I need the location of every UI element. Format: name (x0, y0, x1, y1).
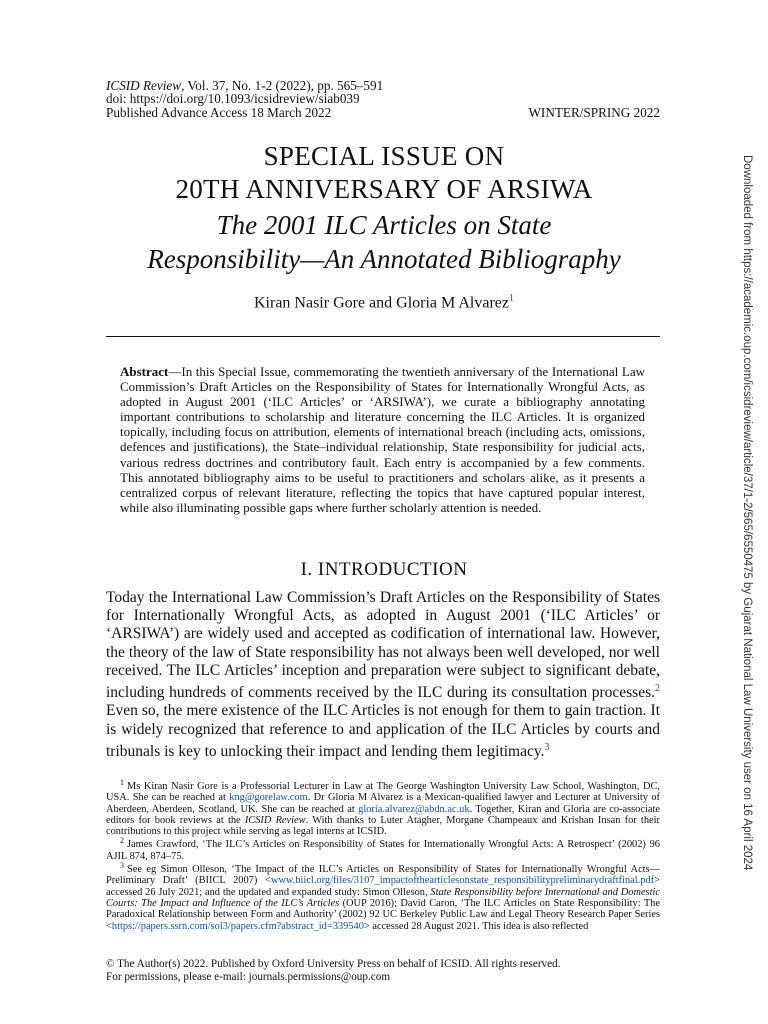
author-line (60, 289, 708, 313)
footnote-3-text-c: (OUP 2016); David Caron, ‘The ILC Articles on State Responsibility: The Paradoxical Relationship between Form and Authority’ (2002) 92 UC Berkeley Public Law and Legal Theory Research Paper Series < (106, 897, 660, 932)
body-text-2: Even so, the mere existence of the ILC Articles is not enough for them to gain traction. It is widely recognized that reference to and application of the ILC Articles by courts and tribunals is key to unlocking their impact and lending them legitimacy. (106, 702, 660, 760)
footnote-3-text-a: See eg Simon Olleson, ‘The Impact of the ILC’s Articles on Responsibility of States for Internationally Wrongful Acts—Preliminary Draft’ (BIICL 2007) < (106, 864, 660, 887)
author-names: Kiran Nasir Gore and Gloria M Alvarez (253, 294, 510, 312)
abstract (120, 364, 645, 515)
download-watermark (741, 155, 754, 895)
biicl-link[interactable]: www.biicl.org/files/3107_impactofthearticlesonstate_responsibilitypreliminarydraftfinal.pdf (270, 875, 655, 887)
doi-line[interactable]: doi: https://doi.org/10.1093/icsidreview/siab039 (106, 91, 360, 107)
download-watermark-text: Downloaded from https://academic.oup.com/icsidreview/article/37/1-2/565/6550475 by Gujarat National Law University user on 16 April 2024 (741, 155, 753, 871)
permissions-line: For permissions, please e-mail: journals.permissions@oup.com (106, 971, 391, 983)
footnote-1-journal: ICSID Review (244, 814, 306, 826)
footnote-1-text-d: . With thanks to Luter Atagher, Morgane Champeaux and Krishan Insan for their contributions to this project while serving as legal interns at ICSID. (106, 814, 660, 838)
footnote-1 (106, 777, 660, 838)
email-link-gloria[interactable]: gloria.alvarez@abdn.ac.uk (358, 803, 470, 815)
footnote-3-number: 3 (120, 860, 124, 870)
title-divider (106, 336, 660, 337)
citation-line (106, 79, 660, 92)
title-line-2: 20TH ANNIVERSARY OF ARSIWA (175, 174, 593, 204)
citation-details: , Vol. 37, No. 1-2 (2022), pp. 565–591 (181, 78, 384, 93)
copyright-notice (106, 958, 660, 984)
footnote-3-text-b: > accessed 26 July 2021; and the updated and expanded study: Simon Olleson, (106, 875, 660, 898)
footnote-1-number: 1 (120, 777, 124, 787)
issue-season: WINTER/SPRING 2022 (528, 104, 660, 120)
journal-header (106, 79, 660, 119)
abstract-label: Abstract (120, 364, 169, 379)
footnote-1-text-a: Ms Kiran Nasir Gore is a Professorial Lecturer in Law at The George Washington University Law School, Washington, DC, USA. She can be reached at (106, 781, 660, 804)
footnote-1-text-c: . Together, Kiran and Gloria are co-associate editors for book reviews at the (106, 803, 660, 826)
copyright-line: © The Author(s) 2022. Published by Oxford University Press on behalf of ICSID. All rights reserved. (106, 958, 561, 970)
abstract-text: —In this Special Issue, commemorating the twentieth anniversary of the International Law Commission’s Draft Articles on the Responsibility of States for Internationally Wrongful Acts, as adopted in August 2001 (‘ILC Articles’ or ‘ARSIWA’), we curate a bibliography annotating important contributions to scholarship and literature concerning the ILC Articles. It is organized topically, including focus on attribution, elements of international breach (including acts, omissions, defences and justifications), the State–individual relationship, State responsibility for judicial acts, various redress doctrines and contributory fault. Each entry is accompanied by a few comments. This annotated bibliography aims to be useful to practitioners and scholars alike, as it presents a centralized corpus of relevant literature, reflecting the topics that have captured popular interest, while also illuminating possible gaps where further scholarly attention is needed. (120, 364, 645, 515)
footnote-3-text-d: > accessed 28 August 2021. This idea is also reflected (363, 920, 589, 932)
advance-access-line: Published Advance Access 18 March 2022 (106, 104, 332, 120)
footnote-ref-2[interactable]: 2 (655, 683, 660, 695)
title-line-1: SPECIAL ISSUE ON (263, 141, 505, 171)
ssrn-link[interactable]: https://papers.ssrn.com/sol3/papers.cfm?abstract_id=339540 (111, 920, 364, 932)
footnote-1-text-b: . Dr Gloria M Alvarez is a Mexican-qualified lawyer and Lecturer at University of Aberdeen, Aberdeen, Scotland, UK. She can be reached at (106, 792, 660, 815)
body-paragraph (106, 589, 660, 761)
footnote-3 (106, 860, 660, 932)
subtitle-line-1: The 2001 ILC Articles on State (216, 210, 552, 240)
footnote-ref-3[interactable]: 3 (544, 741, 550, 753)
subtitle-line-2: Responsibility—An Annotated Bibliography (147, 244, 621, 274)
email-link-kng[interactable]: kng@gorelaw.com (229, 792, 308, 804)
footnote-2-number: 2 (120, 836, 124, 846)
body-text-1: Today the International Law Commission’s Draft Articles on the Responsibility of States for Internationally Wrongful Acts, as adopted in August 2001 (‘ILC Articles’ or ‘ARSIWA’) are widely used and accepted as codification of international law. However, the theory of the law of State responsibility has not always been well developed, nor well received. The ILC Articles’ inception and preparation were subject to significant debate, including hundreds of comments received by the ILC during its consultation processes. (106, 589, 660, 702)
footnotes (106, 777, 660, 934)
section-heading: I. INTRODUCTION (300, 559, 468, 580)
footnote-2-text: James Crawford, ‘The ILC’s Articles on Responsibility of States for Internationally Wrongful Acts: A Retrospect’ (2002) 96 AJIL 874, 874–75. (106, 839, 660, 862)
footnote-2 (106, 836, 660, 862)
footnote-3-book-title: State Responsibility before International and Domestic Courts: The Impact and Influence of the ILC’s Articles (106, 886, 660, 909)
journal-name: ICSID Review (106, 78, 182, 93)
footnote-ref-1[interactable]: 1 (509, 293, 515, 304)
